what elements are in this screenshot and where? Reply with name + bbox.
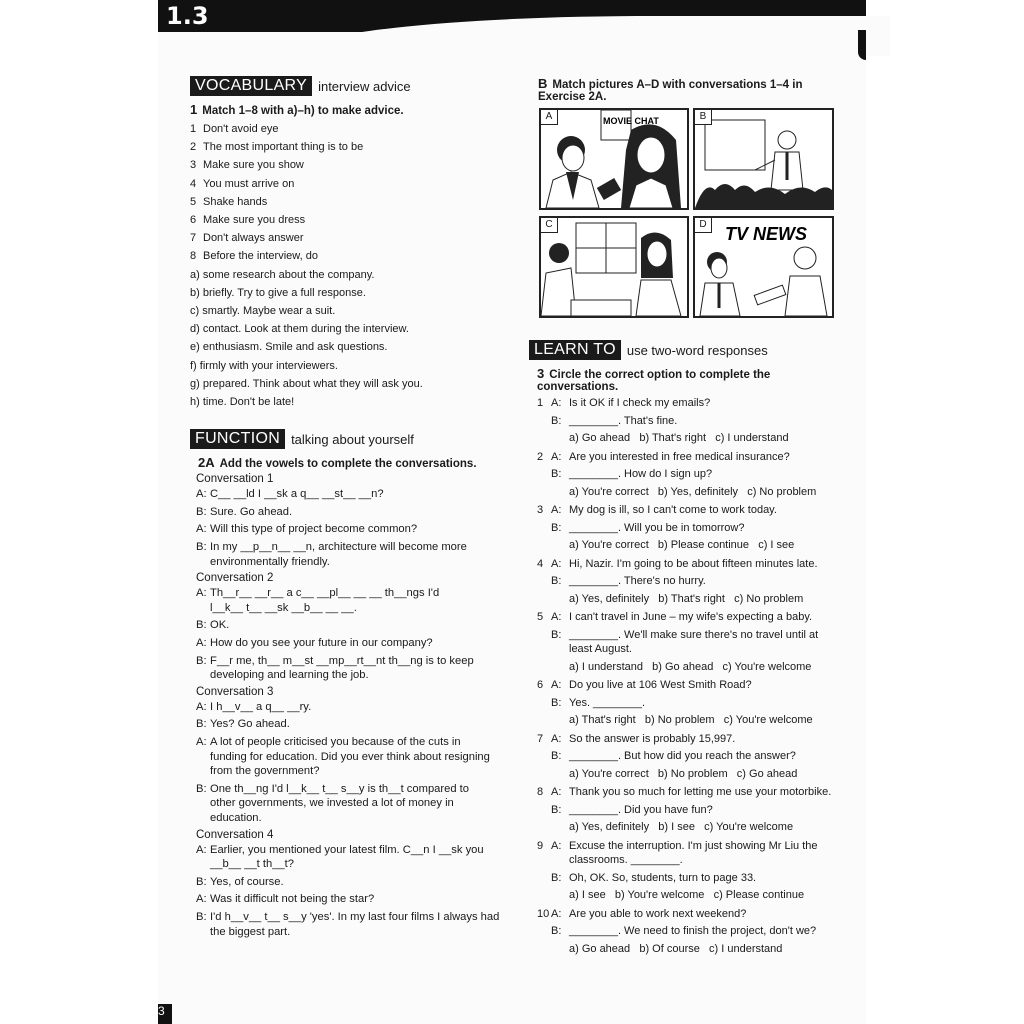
instruction-text: Circle the correct option to complete the conversations. [537,369,771,393]
question-number: 3 [537,504,544,516]
dialogue-text: A lot of people criticised you because of the cuts in funding for education. Did you ever think about resigning from the government? [210,735,490,778]
exercise-number: 1 [190,102,198,117]
speaker: A: [551,839,562,852]
response-text: ________. How do I sign up? [569,468,713,480]
response-text: Yes. ________. [569,696,646,709]
item-number: 1 [190,123,197,135]
speaker: A: [196,843,207,856]
response-text: ________. Did you have fun? [569,803,713,816]
answer-options: a) Go ahead b) Of course c) I understand [569,942,783,955]
dialogue-text: Yes, of course. [210,875,284,888]
question-text: Are you able to work next weekend? [569,907,747,920]
spacer [537,749,551,764]
item-number: 4 [190,177,197,190]
question [537,678,839,728]
speaker: B: [551,575,562,587]
instruction-text: Match pictures A–D with conversations 1–4 in Exercise 2A. [538,79,803,103]
dialogue-text: In my __p__n__ __n, architecture will become more environmentally friendly. [210,541,467,568]
conversation-title: Conversation 2 [196,572,274,585]
item-text: Before the interview, do [203,250,318,263]
question-line-a [537,839,839,868]
question-text: Thank you so much for letting me use your motorbike. [569,786,832,798]
question [537,610,839,674]
dialogue-line [196,843,520,872]
speaker: A: [196,637,207,649]
question-line-b [537,871,839,886]
question-line-a [537,785,839,800]
speaker: B: [551,521,562,534]
question-number: 9 [537,839,544,852]
spacer [537,628,551,657]
picture-tag: B [695,110,712,125]
movie-chat-illustration [541,110,687,208]
question [537,396,839,446]
question-text: I can't travel in June – my wife's expecting a baby. [569,611,813,623]
vocab-item [190,175,520,193]
dialogue-text: I h__v__ a q__ __ry. [210,700,312,713]
picture-tag: D [695,218,712,233]
speaker: A: [196,488,207,501]
tv-news-illustration [695,218,832,316]
vocab-item [190,229,520,247]
movie-chat-sign: MOVIE CHAT [603,116,659,126]
question-line-b [537,696,839,711]
question-line-a [537,503,839,518]
item-text: Shake hands [203,195,268,208]
item-text: You must arrive on [203,177,295,190]
question [537,907,839,957]
response-text: ________. We'll make sure there's no travel until at least August. [569,628,819,655]
vocab-answer: b) briefly. Try to give a full response. [190,286,366,299]
vocabulary-label: VOCABULARY [190,76,312,96]
conversations [190,473,520,939]
item-text: Make sure you show [203,159,304,172]
question-text: Do you live at 106 West Smith Road? [569,679,752,691]
item-text: Don't avoid eye [203,123,279,135]
question-text: So the answer is probably 15,997. [569,732,736,745]
speaker: B: [196,541,207,554]
speaker: B: [551,628,562,641]
speaker: B: [551,468,562,480]
conversation-title: Conversation 3 [196,685,274,698]
spacer [537,574,551,589]
vocabulary-items [190,120,520,266]
vocabulary-answers [190,266,520,412]
question-line-b [537,574,839,589]
answer-options: a) You're correct b) No problem c) Go ahead [569,767,798,780]
dialogue-text: One th__ng I'd l__k__ t__ s__y is th__t compared to other governments, we invested a lot of money in education. [210,782,469,824]
question-line-b [537,924,839,939]
vocab-answer: e) enthusiasm. Smile and ask questions. [190,341,388,354]
exercise-1-instruction [190,102,520,117]
speaker: A: [551,397,562,409]
speaker: A: [551,679,562,691]
question-line-a [537,610,839,625]
answer-options: a) You're correct b) Yes, definitely c) No problem [569,485,817,498]
speaker: B: [551,925,562,937]
spacer [537,521,551,536]
vocab-answer: d) contact. Look at them during the interview. [190,323,409,336]
dialogue-text: Sure. Go ahead. [210,505,293,518]
picture-c [539,216,689,318]
answer-options: a) Go ahead b) That's right c) I understand [569,432,789,444]
question-number: 10 [537,907,550,920]
picture-b [693,108,834,210]
left-column [190,76,520,942]
question-line-a [537,907,839,922]
questions [529,396,839,956]
question-text: Is it OK if I check my emails? [569,397,711,409]
dialogue-line [196,540,520,569]
speaker: B: [551,750,562,762]
speaker: A: [196,523,207,536]
spacer [537,924,551,939]
dialogue-line [196,505,520,520]
conversation [190,686,520,826]
question-line-a [537,732,839,747]
dialogue-text: Earlier, you mentioned your latest film. C__n I __sk you __b__ __t th__t? [210,843,484,871]
dialogue-line [196,700,520,715]
speaker: A: [196,700,207,713]
speaker: B: [196,654,207,667]
question-line-b [537,628,839,657]
exercise-2a-instruction [190,455,520,470]
conversation [190,572,520,683]
speaker: A: [551,504,562,516]
response-text: ________. There's no hurry. [569,575,706,587]
question-number: 1 [537,397,544,409]
vocab-item [190,156,520,174]
picture-a [539,108,689,210]
question-text: Excuse the interruption. I'm just showing Mr Liu the classrooms. ________. [569,839,818,866]
question-line-a [537,396,839,411]
speaker: A: [196,735,207,748]
question [537,503,839,553]
dialogue-text: C__ __ld I __sk a q__ __st__ __n? [210,488,384,501]
question [537,839,839,903]
question-line-b [537,521,839,536]
speaker: A: [551,907,562,920]
dialogue-text: Will this type of project become common? [210,523,418,536]
question [537,785,839,835]
dialogue-line [196,654,520,683]
speaker: B: [551,871,562,884]
instruction-text: Match 1–8 with a)–h) to make advice. [202,105,404,117]
question-line-b [537,749,839,764]
dialogue-line [196,875,520,890]
exercise-number: 2A [198,455,215,471]
vocab-answer: f) firmly with your interviewers. [190,359,338,372]
question-text: Are you interested in free medical insurance? [569,450,790,463]
exercise-3-instruction [529,366,839,393]
question-number: 6 [537,679,544,691]
header-edge [858,30,866,60]
vocabulary-subtitle: interview advice [318,78,411,94]
question-number: 7 [537,732,544,745]
vocab-answer: a) some research about the company. [190,268,375,281]
conversation [190,829,520,940]
question-number: 4 [537,557,544,570]
speaker: B: [196,910,207,923]
item-text: Don't always answer [203,232,304,245]
item-number: 7 [190,232,197,245]
question-line-a [537,678,839,693]
question [537,557,839,607]
function-subtitle: talking about yourself [291,431,414,447]
presentation-illustration [695,110,832,208]
function-label: FUNCTION [190,429,285,449]
vocabulary-heading [190,76,520,96]
right-column [538,72,838,106]
conversation-title: Conversation 1 [196,473,274,486]
dialogue-text: Yes? Go ahead. [210,718,290,731]
dialogue-text: Was it difficult not being the star? [210,893,375,906]
item-text: Make sure you dress [203,214,306,227]
unit-number: 1.3 [166,2,209,30]
response-text: ________. But how did you reach the answer? [569,750,796,762]
answer-options: a) I see b) You're welcome c) Please continue [569,889,805,901]
speaker: B: [196,782,207,795]
answer-options: a) Yes, definitely b) That's right c) No problem [569,592,804,605]
dialogue-line [196,735,520,779]
question-line-b [537,414,839,429]
learn-to-label: LEARN TO [529,340,621,360]
speaker: B: [551,696,562,709]
response-text: ________. Will you be in tomorrow? [569,521,745,534]
dialogue-line [196,910,520,939]
speaker: A: [551,611,562,623]
dialogue-text: OK. [210,619,230,632]
speaker: B: [551,803,562,816]
question-text: Hi, Nazir. I'm going to be about fifteen minutes late. [569,557,818,570]
vocab-answer: c) smartly. Maybe wear a suit. [190,305,336,318]
speaker: A: [551,732,562,745]
speaker: A: [196,587,207,600]
answer-options: a) That's right b) No problem c) You're welcome [569,714,813,726]
picture-tag: C [541,218,558,233]
vocab-answer: h) time. Don't be late! [190,396,295,409]
tv-news-sign: TV NEWS [725,224,808,244]
dialogue-line [196,618,520,633]
learn-to-subtitle: use two-word responses [626,342,768,358]
question-text: My dog is ill, so I can't come to work today. [569,504,777,516]
vocab-item [190,138,520,156]
dialogue-line [196,636,520,651]
instruction-text: Add the vowels to complete the conversations. [219,458,477,471]
vocab-item [190,120,520,138]
exercise-b-instruction [538,76,838,103]
dialogue-text: I'd h__v__ t__ s__y 'yes'. In my last four films I always had the biggest part. [210,910,500,938]
exercise-number: B [538,76,548,91]
picture-tag: A [541,110,558,125]
conversation-title: Conversation 4 [196,828,274,841]
spacer [537,803,551,818]
function-heading [190,429,520,449]
dialogue-text: Th__r__ __r__ a c__ __pl__ __ __ th__ngs I'd l__k__ t__ __sk __b__ __ __. [210,587,440,614]
learn-to-section [529,340,839,960]
speaker: B: [196,875,207,888]
question-number: 5 [537,611,544,623]
speaker: B: [196,718,207,731]
spacer [537,467,551,482]
item-number: 2 [190,141,197,154]
exercise-number: 3 [537,366,545,381]
dialogue-line [196,892,520,907]
dialogue-text: How do you see your future in our company? [210,637,433,649]
item-text: The most important thing is to be [203,141,364,154]
vocab-item [190,247,520,265]
speaker: B: [551,414,562,427]
question [537,732,839,782]
learn-to-heading [529,340,839,360]
item-number: 3 [190,159,197,172]
vocab-item [190,211,520,229]
vocab-item [190,193,520,211]
item-number: 5 [190,195,197,208]
picture-d [693,216,834,318]
question [537,450,839,500]
response-text: ________. We need to finish the project, don't we? [569,925,817,937]
question-line-a [537,450,839,465]
speaker: B: [196,505,207,518]
dialogue-line [196,487,520,502]
dialogue-line [196,717,520,732]
conversation [190,473,520,569]
page-number: 3 [158,1004,172,1024]
item-number: 6 [190,214,197,227]
meeting-illustration [541,218,687,316]
response-text: Oh, OK. So, students, turn to page 33. [569,871,757,884]
question-number: 8 [537,786,544,798]
response-text: ________. That's fine. [569,414,678,427]
question-number: 2 [537,450,544,463]
speaker: B: [196,619,207,632]
speaker: A: [551,786,562,798]
question-line-a [537,557,839,572]
answer-options: a) You're correct b) Please continue c) I see [569,539,795,551]
vocab-answer: g) prepared. Think about what they will ask you. [190,377,423,390]
spacer [537,696,551,711]
speaker: A: [196,893,207,906]
question-line-b [537,467,839,482]
spacer [537,871,551,886]
item-number: 8 [190,250,197,263]
question-line-b [537,803,839,818]
dialogue-text: F__r me, th__ m__st __mp__rt__nt th__ng is to keep developing and learning the job. [210,654,474,682]
spacer [537,414,551,429]
speaker: A: [551,557,562,570]
dialogue-line [196,586,520,615]
dialogue-line [196,782,520,826]
speaker: A: [551,450,562,463]
dialogue-line [196,522,520,537]
answer-options: a) I understand b) Go ahead c) You're welcome [569,660,812,673]
answer-options: a) Yes, definitely b) I see c) You're welcome [569,821,794,833]
